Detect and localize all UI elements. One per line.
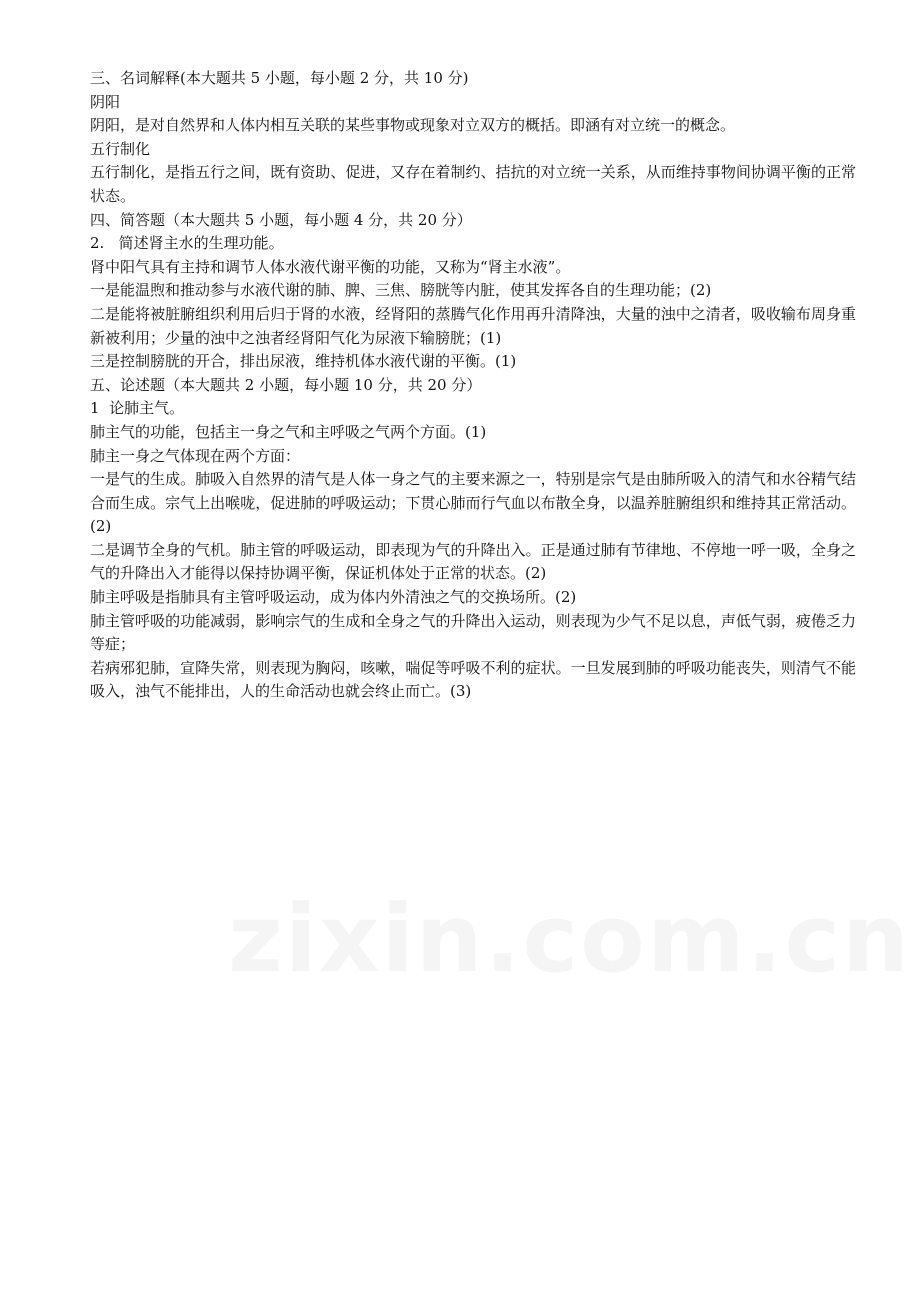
term-yinyang: 阴阳 xyxy=(90,92,121,111)
answer-paragraph: 肺主气的功能，包括主一身之气和主呼吸之气两个方面。(1) xyxy=(90,422,487,441)
term-yinyang-definition: 阴阳，是对自然界和人体内相互关联的某些事物或现象对立双方的概括。即涵有对立统一的概念。 xyxy=(90,116,736,135)
answer-paragraph: 若病邪犯肺，宣降失常，则表现为胸闷，咳嗽，喘促等呼吸不利的症状。一旦发展到肺的呼吸功能丧失，则清气不能吸入，浊气不能排出，人的生命活动也就会终止而亡。(3) xyxy=(90,658,856,701)
term-wuxing-zhihua-definition: 五行制化，是指五行之间，既有资助、促进，又存在着制约、拮抗的对立统一关系，从而维持事物间协调平衡的正常状态。 xyxy=(90,163,856,205)
question-kidney-water: 2. 简述肾主水的生理功能。 xyxy=(90,234,284,253)
answer-paragraph: 三是控制膀胱的开合，排出尿液，维持机体水液代谢的平衡。(1) xyxy=(90,352,517,371)
question-lung-qi: 1 论肺主气。 xyxy=(90,399,185,418)
answer-paragraph: 肾中阳气具有主持和调节人体水液代谢平衡的功能，又称为“肾主水液”。 xyxy=(90,257,571,276)
watermark: zixin.com.cn xyxy=(228,885,912,994)
section-heading-short-answer: 四、简答题（本大题共 5 小题，每小题 4 分，共 20 分） xyxy=(90,210,472,229)
section-heading-terms: 三、名词解释(本大题共 5 小题，每小题 2 分，共 10 分) xyxy=(90,69,469,87)
document-body xyxy=(90,67,856,704)
answer-paragraph: 二是调节全身的气机。肺主管的呼吸运动，即表现为气的升降出入。正是通过肺有节律地、不停地一呼一吸，全身之气的升降出入才能得以保持协调平衡，保证机体处于正常的状态。(2) xyxy=(90,540,856,583)
answer-paragraph: 二是能将被脏腑组织利用后归于肾的水液，经肾阳的蒸腾气化作用再升清降浊，大量的浊中之清者，吸收输布周身重新被利用；少量的浊中之浊者经肾阳气化为尿液下输膀胱；(1) xyxy=(90,304,856,347)
answer-paragraph: 一是能温煦和推动参与水液代谢的肺、脾、三焦、膀胱等内脏，使其发挥各自的生理功能；(2) xyxy=(90,281,712,300)
answer-paragraph: 一是气的生成。肺吸入自然界的清气是人体一身之气的主要来源之一，特别是宗气是由肺所吸入的清气和水谷精气结合而生成。宗气上出喉咙，促进肺的呼吸运动；下贯心肺而行气血以布散全身，以温养脏腑组织和维持其正常活动。(2) xyxy=(90,470,856,536)
answer-paragraph: 肺主呼吸是指肺具有主管呼吸运动，成为体内外清浊之气的交换场所。(2) xyxy=(90,588,577,607)
answer-paragraph: 肺主管呼吸的功能减弱，影响宗气的生成和全身之气的升降出入运动，则表现为少气不足以息，声低气弱，疲倦乏力等症； xyxy=(90,611,856,654)
section-heading-essay: 五、论述题（本大题共 2 小题，每小题 10 分，共 20 分） xyxy=(90,375,482,394)
answer-paragraph: 肺主一身之气体现在两个方面： xyxy=(90,446,301,465)
term-wuxing-zhihua: 五行制化 xyxy=(90,139,151,158)
